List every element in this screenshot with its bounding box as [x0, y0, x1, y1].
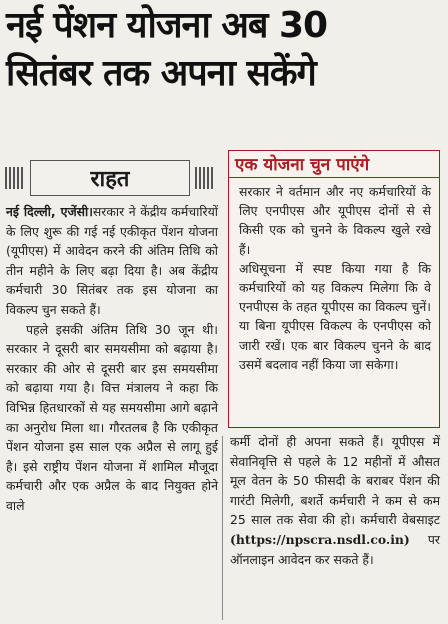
main-story-para-1: [6, 202, 218, 320]
sidebar-para-1: सरकार ने वर्तमान और नए कर्मचारियों के लिए एनपीएस और यूपीएस दोनों से से किसी एक को चुनने के विकल्प खुले रखे हैं।: [239, 184, 431, 257]
dateline: नई दिल्ली, एजेंसी।: [6, 204, 93, 219]
headline-line-1: नई पेंशन योजना अब 30: [6, 5, 328, 46]
continuation-column: [230, 432, 440, 569]
sidebar-box: [228, 150, 440, 428]
continuation-text: कर्मी दोनों ही अपना सकते हैं। यूपीएस में सेवानिवृत्ति से पहले के 12 महीनों में औसत मूल वेतन के 50 फीसदी के बराबर पेंशन की गारंटी मिलेगी, बशर्ते कर्मचारी ने कम से कम 25 साल तक सेवा की हो। कर्मचारी वेबसाइट: [230, 434, 440, 528]
sidebar-title: एक योजना चुन पाएंगे: [229, 151, 439, 178]
main-story-para-2: पहले इसकी अंतिम तिथि 30 जून थी। सरकार ने दूसरी बार समयसीमा को बढ़ाया है। सरकार की ओर से दूसरी बार इस समयसीमा को बढ़ाया गया है। वित्त मंत्रालय ने कहा कि विभिन्न हितधारकों से यह समयसीमा आगे बढ़ाने का अनुरोध मिला था। गौरतलब है कि एकीकृत पेंशन योजना इस साल एक अप्रैल से लागू हुई है। इसे राष्ट्रीय पेंशन योजना में शामिल मौजूदा कर्मचारी और एक अप्रैल के बाद नियुक्त होने वाले: [6, 321, 218, 513]
column-rule: [222, 436, 223, 620]
main-story: [6, 202, 218, 516]
main-story-para-1-text: सरकार ने केंद्रीय कर्मचारियों के लिए शुरू की गई नई एकीकृत पेंशन योजना (यूपीएस) में आवेदन करने की अंतिम तिथि को तीन महीने के लिए बढ़ा दिया है। अब केंद्रीय कर्मचारी 30 सितंबर तक इस योजना का विकल्प चुन सकते हैं।: [6, 204, 218, 317]
headline: [6, 2, 442, 98]
headline-line-2: सितंबर तक अपना सकेंगे: [6, 53, 316, 94]
website-url: (https://npscra.nsdl.co.in): [230, 531, 410, 547]
section-label: [30, 160, 190, 196]
sidebar-body: [229, 178, 439, 374]
label-ornament-right: [195, 167, 215, 189]
sidebar-para-2: अधिसूचना में स्पष्ट किया गया है कि कर्मचारियों को यह विकल्प मिलेगा कि वे एनपीएस के तहत यूपीएस का विकल्प चुनें। या बिना यूपीएस विकल्प के एनपीएस को जारी रखें। एक बार विकल्प चुनने के बाद उसमें बदलाव नहीं किया जा सकेगा।: [239, 260, 431, 372]
section-label-text: राहत: [90, 167, 130, 192]
continuation-para: [230, 432, 440, 569]
label-ornament-left: [5, 167, 25, 189]
continuation-tail: पर ऑनलाइन आवेदन कर सकते हैं।: [230, 531, 440, 567]
